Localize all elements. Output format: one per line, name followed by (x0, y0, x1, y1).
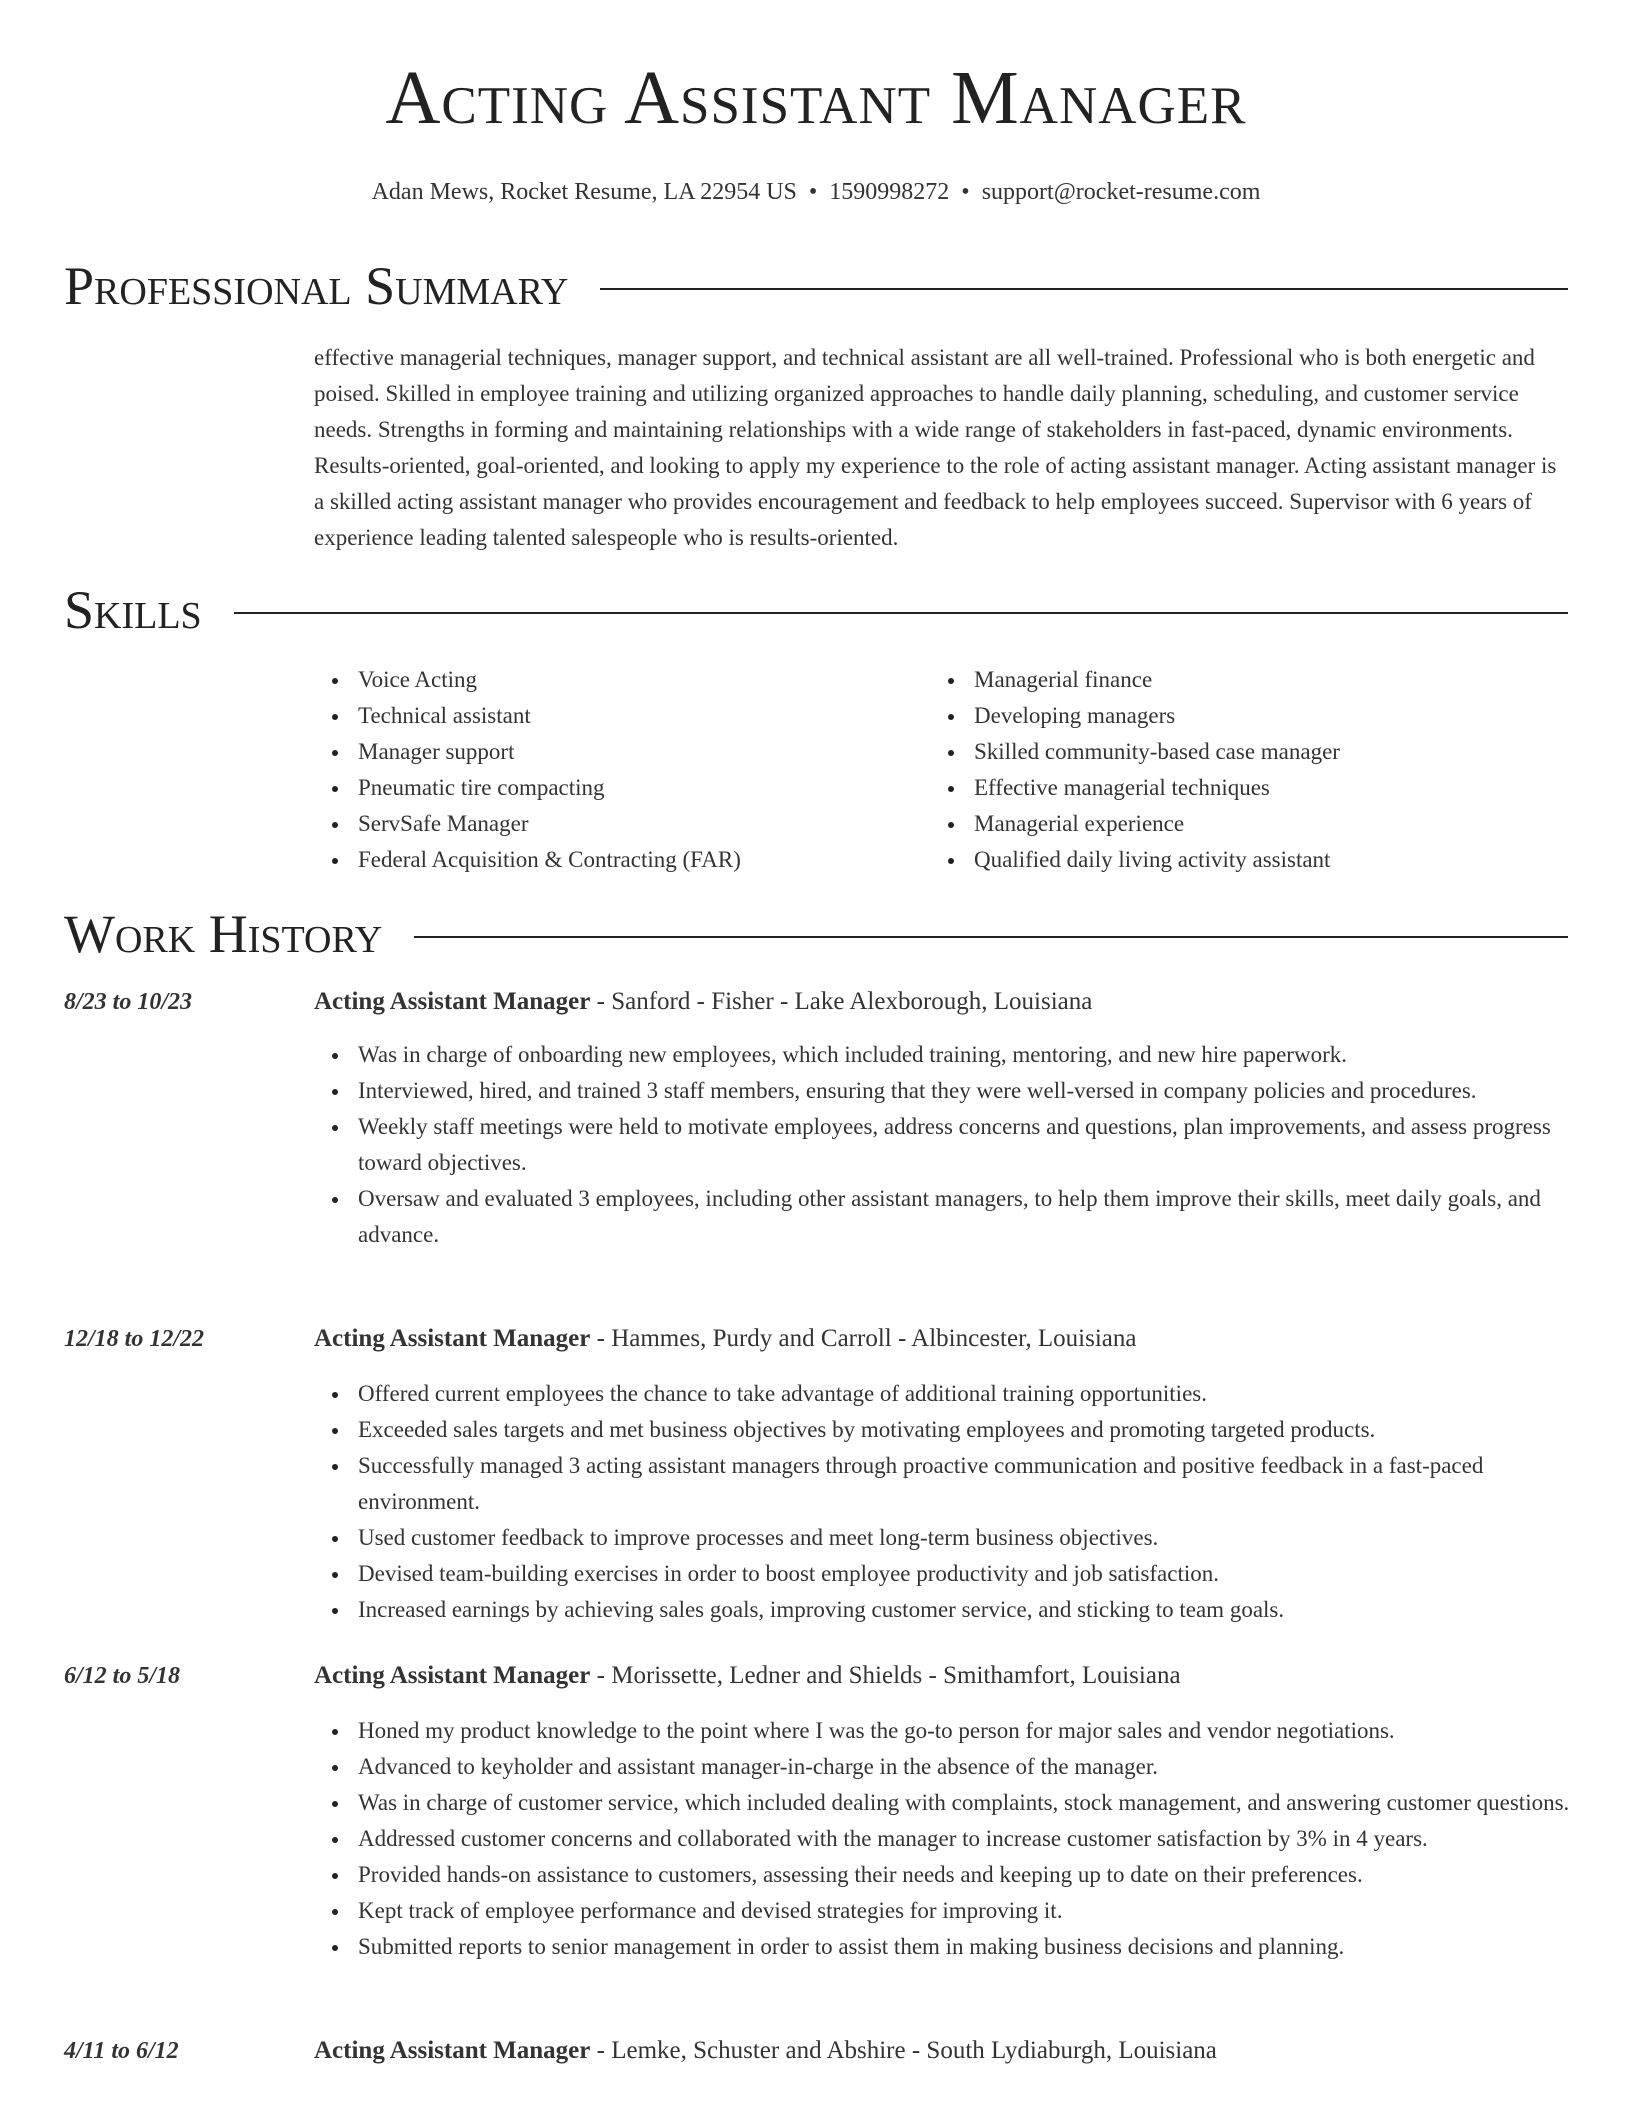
section-title-skills: Skills (64, 580, 234, 640)
job-bullet: Weekly staff meetings were held to motivate employees, address concerns and questions, plan improvements, and assess progress toward objectives. (358, 1109, 1570, 1181)
job-bullets (358, 1376, 1570, 1628)
skill-item: Voice Acting (358, 662, 958, 698)
job-heading (314, 1322, 1136, 1356)
contact-phone: 1590998272 (829, 179, 950, 205)
job-bullet: Provided hands-on assistance to customers, assessing their needs and keeping up to date on their preferences. (358, 1857, 1570, 1893)
skill-item: Managerial experience (974, 806, 1574, 842)
job-bullet: Was in charge of customer service, which included dealing with complaints, stock management, and answering customer questions. (358, 1785, 1570, 1821)
job-company: - Hammes, Purdy and Carroll - Albincester, Louisiana (590, 1325, 1137, 1352)
contact-address: Adan Mews, Rocket Resume, LA 22954 US (371, 179, 797, 205)
skill-item: Managerial finance (974, 662, 1574, 698)
skill-item: Pneumatic tire compacting (358, 770, 958, 806)
job-heading (314, 1659, 1181, 1693)
job-dates: 6/12 to 5/18 (64, 1663, 181, 1689)
job-role: Acting Assistant Manager (314, 2037, 591, 2064)
job-bullet: Advanced to keyholder and assistant manager-in-charge in the absence of the manager. (358, 1749, 1570, 1785)
job-bullet: Devised team-building exercises in order to boost employee productivity and job satisfaction. (358, 1556, 1570, 1592)
job-heading (314, 2034, 1217, 2068)
contact-email: support@rocket-resume.com (981, 179, 1261, 205)
job-bullet: Submitted reports to senior management in order to assist them in making business decisions and planning. (358, 1929, 1570, 1965)
job-bullet: Offered current employees the chance to take advantage of additional training opportunities. (358, 1376, 1570, 1412)
job-company: - Sanford - Fisher - Lake Alexborough, Louisiana (590, 988, 1093, 1015)
section-title-summary: Professional Summary (64, 256, 600, 316)
job-bullet: Exceeded sales targets and met business objectives by motivating employees and promoting targeted products. (358, 1412, 1570, 1448)
skill-item: Skilled community-based case manager (974, 734, 1574, 770)
contact-separator: • (808, 179, 818, 205)
job-dates: 12/18 to 12/22 (64, 1326, 205, 1352)
skill-item: Manager support (358, 734, 958, 770)
contact-line (0, 176, 1632, 208)
job-bullets (358, 1713, 1570, 1965)
skill-item: Federal Acquisition & Contracting (FAR) (358, 842, 958, 878)
skill-item: Technical assistant (358, 698, 958, 734)
resume-name-title: Acting Assistant Manager (385, 56, 1247, 140)
skill-item: Effective managerial techniques (974, 770, 1574, 806)
job-role: Acting Assistant Manager (314, 1662, 591, 1689)
contact-separator: • (961, 179, 970, 205)
job-heading (314, 985, 1092, 1019)
job-bullet: Interviewed, hired, and trained 3 staff members, ensuring that they were well-versed in company policies and procedures. (358, 1073, 1570, 1109)
skill-item: ServSafe Manager (358, 806, 958, 842)
job-bullet: Used customer feedback to improve processes and meet long-term business objectives. (358, 1520, 1570, 1556)
job-bullet: Successfully managed 3 acting assistant managers through proactive communication and positive feedback in a fast-paced environment. (358, 1448, 1570, 1520)
job-bullet: Increased earnings by achieving sales goals, improving customer service, and sticking to team goals. (358, 1592, 1570, 1628)
job-bullets (358, 1037, 1570, 1253)
job-bullet: Addressed customer concerns and collaborated with the manager to increase customer satisfaction by 3% in 4 years. (358, 1821, 1570, 1857)
skills-column-left (314, 662, 958, 878)
job-bullet: Oversaw and evaluated 3 employees, including other assistant managers, to help them improve their skills, meet daily goals, and advance. (358, 1181, 1570, 1253)
job-company: - Lemke, Schuster and Abshire - South Lydiaburgh, Louisiana (590, 2037, 1217, 2064)
job-role: Acting Assistant Manager (314, 1325, 591, 1352)
job-role: Acting Assistant Manager (314, 988, 591, 1015)
job-bullet: Was in charge of onboarding new employees, which included training, mentoring, and new hire paperwork. (358, 1037, 1570, 1073)
job-bullet: Kept track of employee performance and devised strategies for improving it. (358, 1893, 1570, 1929)
section-header-skills (64, 580, 1568, 640)
job-dates: 4/11 to 6/12 (64, 2038, 179, 2064)
section-title-work-history: Work History (64, 904, 414, 964)
summary-text: effective managerial techniques, manager support, and technical assistant are all well-trained. Professional who is both energetic and poised. Skilled in employee training and utilizing organized approaches to handle daily planning, scheduling, and customer service needs. Strengths in forming and maintaining relationships with a wide range of stakeholders in fast-paced, dynamic environments. Results-oriented, goal-oriented, and looking to apply my experience to the role of acting assistant manager. Acting assistant manager is a skilled acting assistant manager who provides encouragement and feedback to help employees succeed. Supervisor with 6 years of experience leading talented salespeople who is results-oriented. (314, 345, 1557, 550)
section-header-work-history (64, 904, 1568, 964)
job-company: - Morissette, Ledner and Shields - Smithamfort, Louisiana (590, 1662, 1181, 1689)
job-dates: 8/23 to 10/23 (64, 989, 193, 1015)
skill-item: Qualified daily living activity assistant (974, 842, 1574, 878)
job-bullet: Honed my product knowledge to the point where I was the go-to person for major sales and vendor negotiations. (358, 1713, 1570, 1749)
section-divider (64, 612, 1568, 614)
skills-column-right (930, 662, 1574, 878)
skill-item: Developing managers (974, 698, 1574, 734)
section-header-summary (64, 256, 1568, 316)
